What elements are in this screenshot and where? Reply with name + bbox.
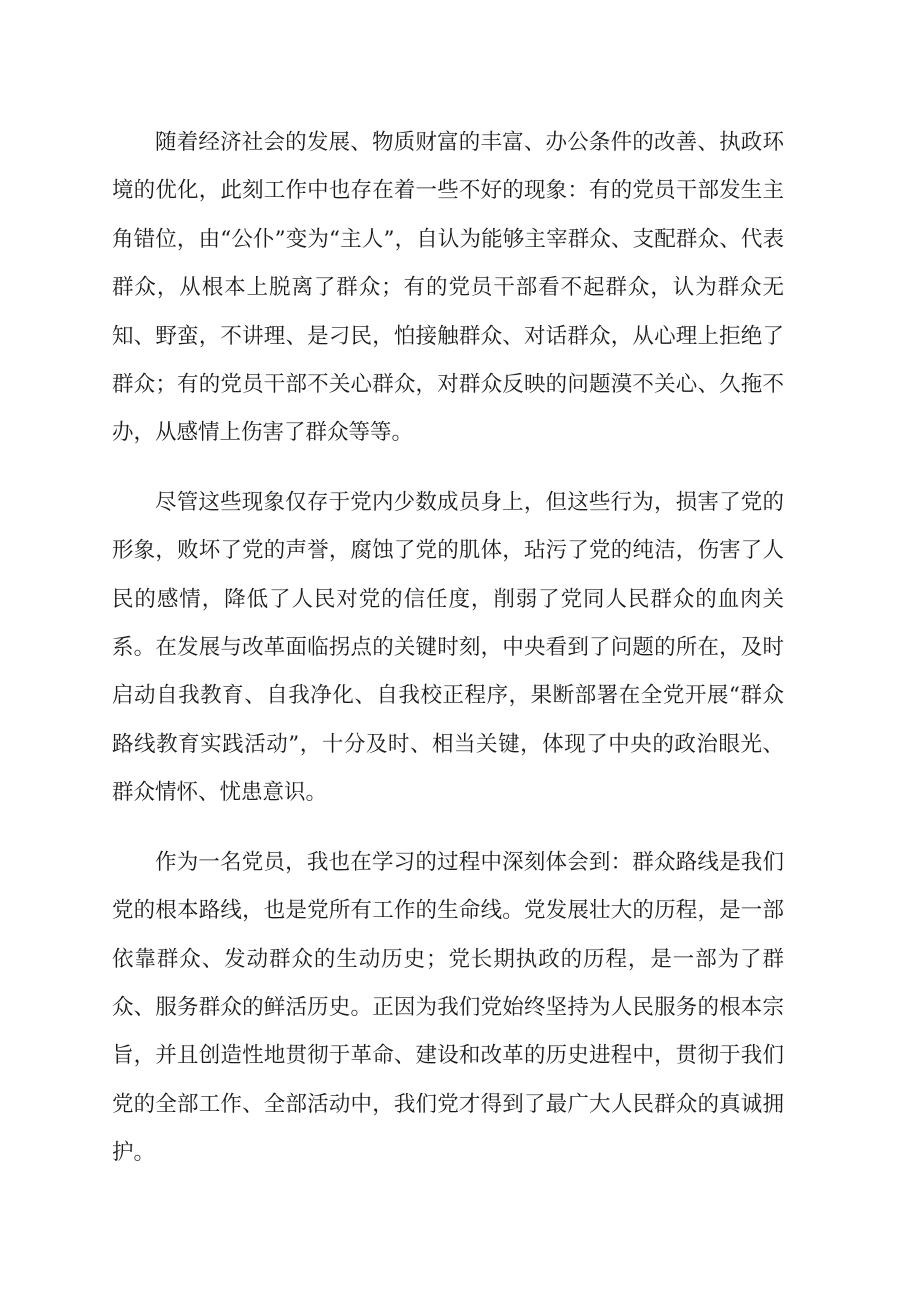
document-body <box>112 119 784 1178</box>
paragraph-1: 随着经济社会的发展、物质财富的丰富、办公条件的改善、执政环境的优化，此刻工作中也存在着一些不好的现象：有的党员干部发生主角错位，由“公仆”变为“主人”，自认为能够主宰群众、支配群众、代表群众，从根本上脱离了群众；有的党员干部看不起群众，认为群众无知、野蛮，不讲理、是刁民，怕接触群众、对话群众，从心理上拒绝了群众；有的党员干部不关心群众，对群众反映的问题漠不关心、久拖不办，从感情上伤害了群众等等。 <box>112 130 784 446</box>
paragraph-2: 尽管这些现象仅存于党内少数成员身上，但这些行为，损害了党的形象，败坏了党的声誉，腐蚀了党的肌体，玷污了党的纯洁，伤害了人民的感情，降低了人民对党的信任度，削弱了党同人民群众的血肉关系。在发展与改革面临拐点的关键时刻，中央看到了问题的所在，及时启动自我教育、自我净化、自我校正程序，果断部署在全党开展“群众路线教育实践活动”，十分及时、相当关键，体现了中央的政治眼光、群众情怀、忧患意识。 <box>112 489 784 806</box>
paragraph-3: 作为一名党员，我也在学习的过程中深刻体会到：群众路线是我们党的根本路线，也是党所有工作的生命线。党发展壮大的历程，是一部依靠群众、发动群众的生动历史；党长期执政的历程，是一部为了群众、服务群众的鲜活历史。正因为我们党始终坚持为人民服务的根本宗旨，并且创造性地贯彻于革命、建设和改革的历史进程中，贯彻于我们党的全部工作、全部活动中，我们党才得到了最广大人民群众的真诚拥护。 <box>112 849 784 1166</box>
